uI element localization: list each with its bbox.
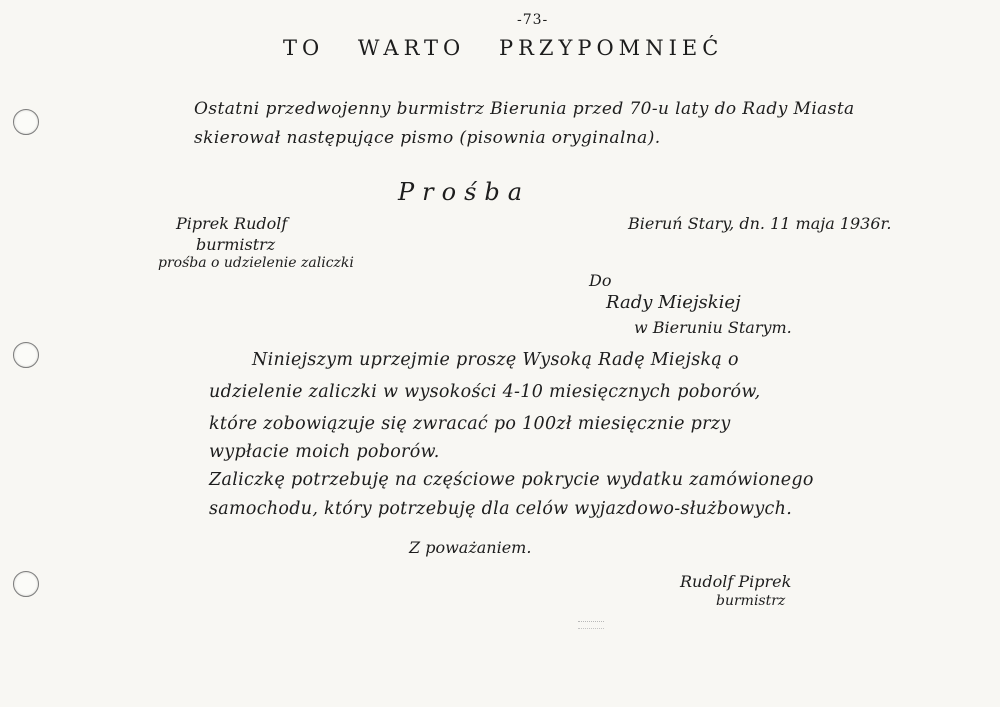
intro-line-2: skierował następujące pismo (pisownia oryginalna). [194, 128, 661, 148]
signature-name: Rudolf Piprek [680, 572, 792, 591]
intro-line-1: Ostatni przedwojenny burmistrz Bierunia przed 70-u laty do Rady Miasta [194, 99, 855, 119]
date-line: Bieruń Stary, dn. 11 maja 1936r. [628, 214, 892, 233]
binder-hole-top [13, 109, 39, 135]
body-line-5: Zaliczkę potrzebuję na częściowe pokrycie wydatku zamówionego [209, 470, 814, 490]
recipient-to: Do [589, 271, 612, 290]
body-line-1: Niniejszym uprzejmie proszę Wysoką Radę Miejską o [252, 350, 739, 370]
body-line-6: samochodu, który potrzebuję dla celów wyjazdowo-służbowych. [209, 499, 793, 519]
closing-line: Z poważaniem. [409, 538, 532, 557]
body-line-3: które zobowiązuje się zwracać po 100zł miesięcznie przy [209, 414, 731, 434]
paper-smudge [578, 621, 604, 629]
body-line-2: udzielenie zaliczki w wysokości 4-10 miesięcznych poborów, [209, 382, 761, 402]
letter-title: Prośba [398, 178, 531, 206]
binder-hole-bottom [13, 571, 39, 597]
signature-role: burmistrz [716, 593, 786, 609]
sender-subject: prośba o udzielenie zaliczki [158, 255, 354, 271]
sender-role: burmistrz [196, 235, 276, 254]
page-heading: TO WARTO PRZYPOMNIEĆ [283, 36, 724, 60]
recipient-line-1: Rady Miejskiej [606, 292, 741, 313]
binder-hole-middle [13, 342, 39, 368]
recipient-line-2: w Bieruniu Starym. [634, 318, 792, 337]
page-number: -73- [517, 12, 549, 28]
sender-name: Piprek Rudolf [176, 214, 288, 233]
body-line-4: wypłacie moich poborów. [209, 442, 440, 462]
